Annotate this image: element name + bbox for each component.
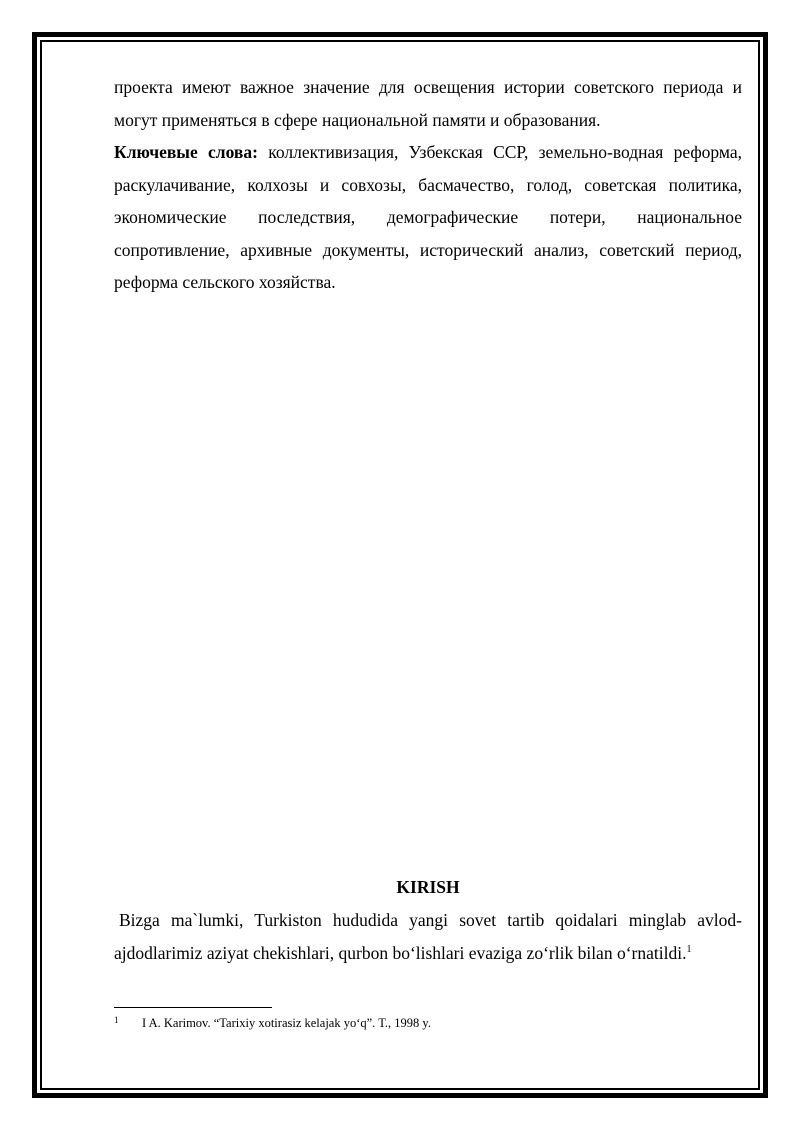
footnote-text: I A. Karimov. “Tarixiy xotirasiz kelajak yo‘q”. T., 1998 y. (142, 1016, 431, 1030)
intro-paragraph (114, 904, 742, 969)
abstract-block (114, 71, 742, 299)
footnote-number: 1 (114, 1015, 119, 1025)
keywords-text: коллективизация, Узбекская ССР, земельно-водная реформа, раскулачивание, колхозы и совхозы, басмачество, голод, советская политика, экономические последствия, демографические потери, национальное сопротивление, архивные документы, исторический анализ, советский период, реформа сельского хозяйства. (114, 142, 742, 292)
intro-text: Bizga ma`lumki, Turkiston hududida yangi sovet tartib qoidalari minglab avlod-ajdodlarimiz aziyat chekishlari, qurbon boʻlishlari evaziga zoʻrlik bilan oʻrnatildi. (114, 910, 742, 963)
footnote (114, 1013, 742, 1033)
section-heading: KIRISH (396, 877, 460, 897)
abstract-text: проекта имеют важное значение для освещения истории советского периода и могут применяться в сфере национальной памяти и образования. (114, 77, 742, 130)
footnote-reference[interactable]: 1 (686, 943, 692, 955)
keywords-label: Ключевые слова: (114, 142, 258, 162)
footnote-separator (114, 1007, 272, 1008)
abstract-continuation (114, 71, 742, 136)
keywords-paragraph (114, 136, 742, 299)
